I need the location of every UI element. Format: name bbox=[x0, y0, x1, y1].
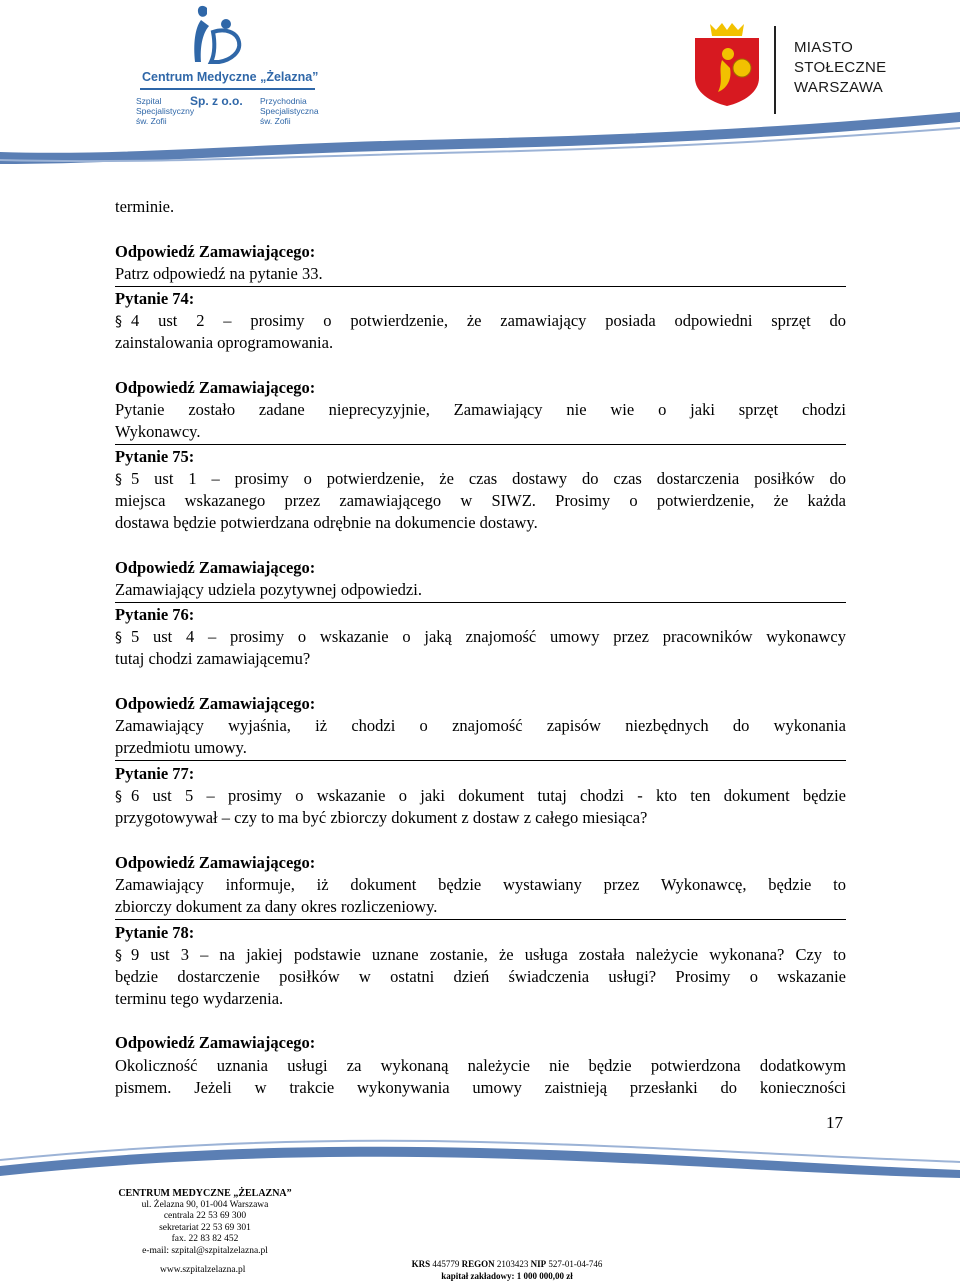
question-label: Pytanie 78: bbox=[115, 923, 195, 942]
hospital-sub-left: Szpital Specjalistyczny św. Zofii bbox=[136, 96, 195, 126]
question-text: będzie dostarczenie posiłków w ostatni dzień świadczenia usługi? Prosimy o wskazanie bbox=[115, 967, 846, 986]
answer-label: Odpowiedź Zamawiającego: bbox=[115, 694, 316, 713]
footer-contact bbox=[110, 1188, 300, 1257]
answer-label: Odpowiedź Zamawiającego: bbox=[115, 378, 316, 397]
body-text: terminie. bbox=[115, 197, 175, 216]
clinic-sub-right: Przychodnia Specjalistyczna św. Zofii bbox=[260, 96, 319, 126]
footer-wave-decoration bbox=[0, 1130, 960, 1190]
warsaw-crest-icon bbox=[692, 22, 762, 106]
footer-capital: kapitał zakładowy: 1 000 000,00 zł bbox=[441, 1271, 573, 1281]
answer-text: zbiorczy dokument za dany okres rozliczeniowy. bbox=[115, 897, 438, 916]
answer-label: Odpowiedź Zamawiającego: bbox=[115, 242, 316, 261]
answer-label: Odpowiedź Zamawiającego: bbox=[115, 558, 316, 577]
city-name: MIASTO STOŁECZNE WARSZAWA bbox=[794, 39, 887, 96]
question-label: Pytanie 75: bbox=[115, 447, 195, 466]
question-text: miejsca wskazanego przez zamawiającego w SIWZ. Prosimy o potwierdzenie, że każda bbox=[115, 491, 846, 510]
question-text: § 5 ust 1 – prosimy o potwierdzenie, że czas dostawy do czas dostarczenia posiłków do bbox=[115, 468, 846, 491]
footer-registry: KRS 445779 REGON 2103423 NIP 527-01-04-746 kapitał zakładowy: 1 000 000,00 zł bbox=[392, 1258, 622, 1282]
footer-fax: fax. 22 83 82 452 bbox=[171, 1234, 239, 1244]
answer-text: Zamawiający udziela pozytywnej odpowiedzi. bbox=[115, 580, 422, 599]
question-label: Pytanie 77: bbox=[115, 764, 195, 783]
question-text: § 6 ust 5 – prosimy o wskazanie o jaki dokument tutaj chodzi - kto ten dokument będzie bbox=[115, 785, 846, 808]
divider bbox=[115, 602, 846, 603]
divider bbox=[115, 444, 846, 445]
answer-label: Odpowiedź Zamawiającego: bbox=[115, 853, 316, 872]
answer-text: pismem. Jeżeli w trakcie wykonywania umowy zaistnieją przesłanki do konieczności bbox=[115, 1078, 846, 1097]
answer-text: Zamawiający wyjaśnia, iż chodzi o znajomość zapisów niezbędnych do wykonania bbox=[115, 716, 846, 735]
section-symbol: § bbox=[115, 472, 122, 488]
mother-child-logo-icon bbox=[185, 2, 255, 70]
question-text: terminu tego wydarzenia. bbox=[115, 989, 284, 1008]
question-text: zainstalowania oprogramowania. bbox=[115, 333, 334, 352]
answer-text: Okoliczność uznania usługi za wykonaną należycie nie będzie potwierdzona dodatkowym bbox=[115, 1056, 846, 1075]
question-text: § 4 ust 2 – prosimy o potwierdzenie, że zamawiający posiada odpowiedni sprzęt do bbox=[115, 310, 846, 333]
footer-secretary: sekretariat 22 53 69 301 bbox=[159, 1222, 251, 1233]
company-form: Sp. z o.o. bbox=[190, 94, 243, 108]
answer-text: Wykonawcy. bbox=[115, 422, 201, 441]
divider bbox=[115, 760, 846, 761]
page-number: 17 bbox=[826, 1113, 843, 1132]
answer-label: Odpowiedź Zamawiającego: bbox=[115, 1033, 316, 1052]
question-label: Pytanie 74: bbox=[115, 289, 195, 308]
answer-text: Zamawiający informuje, iż dokument będzie wystawiany przez Wykonawcę, będzie to bbox=[115, 875, 846, 894]
question-label: Pytanie 76: bbox=[115, 605, 195, 624]
footer-org: CENTRUM MEDYCZNE „ŻELAZNA” bbox=[118, 1188, 292, 1199]
hospital-name: Centrum Medyczne „Żelazna” bbox=[142, 70, 319, 84]
question-text: przygotowywał – czy to ma być zbiorczy dokument z dostaw z całego miesiąca? bbox=[115, 808, 648, 827]
logo-rule bbox=[140, 88, 315, 91]
section-symbol: § bbox=[115, 789, 122, 805]
question-text: tutaj chodzi zamawiającemu? bbox=[115, 649, 311, 668]
question-text: dostawa będzie potwierdzana odrębnie na dokumencie dostawy. bbox=[115, 513, 538, 532]
answer-text: przedmiotu umowy. bbox=[115, 738, 247, 757]
divider bbox=[115, 286, 846, 287]
question-text: § 9 ust 3 – na jakiej podstawie uznane zostanie, że usługa została należycie wykonana? Czy to bbox=[115, 944, 846, 967]
footer-email: e-mail: szpital@szpitalzelazna.pl bbox=[142, 1245, 268, 1256]
answer-text: Patrz odpowiedź na pytanie 33. bbox=[115, 264, 323, 283]
section-symbol: § bbox=[115, 948, 122, 964]
header-wave-decoration bbox=[0, 100, 960, 170]
divider bbox=[115, 919, 846, 920]
footer-address: ul. Żelazna 90, 01-004 Warszawa bbox=[141, 1199, 269, 1210]
footer-website[interactable]: www.szpitalzelazna.pl bbox=[160, 1265, 246, 1275]
answer-text: Pytanie zostało zadane nieprecyzyjnie, Zamawiający nie wie o jaki sprzęt chodzi bbox=[115, 400, 846, 419]
section-symbol: § bbox=[115, 314, 122, 330]
section-symbol: § bbox=[115, 630, 122, 646]
question-text: § 5 ust 4 – prosimy o wskazanie o jaką znajomość umowy przez pracowników wykonawcy bbox=[115, 626, 846, 649]
footer-central: centrala 22 53 69 300 bbox=[163, 1211, 247, 1221]
